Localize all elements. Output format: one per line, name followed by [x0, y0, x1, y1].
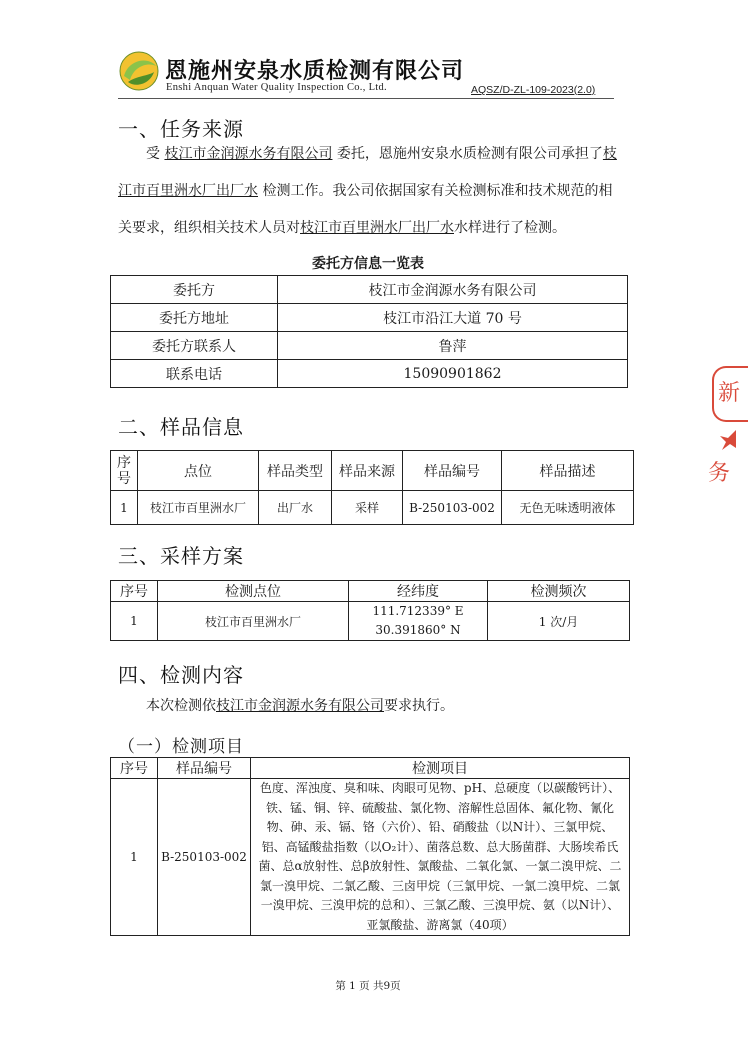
- seal-stamp-fragment: 新: [712, 366, 748, 422]
- table-row: 联系电话 15090901862: [111, 360, 628, 388]
- company-name-cn: 恩施州安泉水质检测有限公司: [165, 58, 465, 84]
- section-1-paragraph: 受 枝江市金润源水务有限公司 委托，恩施州安泉水质检测有限公司承担了枝江市百里洲水厂出厂水 检测工作。我公司依据国家有关检测标准和技术规范的相关要求，组织相关技术人员对枝江市百里洲水厂出厂水水样进行了检测。: [118, 146, 617, 236]
- table-header-row: 序号 检测点位 经纬度 检测频次: [111, 581, 630, 602]
- test-items-table: [110, 757, 630, 936]
- subsection-title: （一）检测项目: [118, 737, 244, 757]
- section-2-title: 二、样品信息: [118, 415, 244, 439]
- client-table-caption: 委托方信息一览表: [312, 256, 424, 272]
- section-4-title: 四、检测内容: [118, 663, 244, 687]
- seal-star-icon: [718, 428, 736, 452]
- client-name-link: 枝江市金润源水务有限公司: [164, 146, 333, 162]
- document-number: AQSZ/D-ZL-109-2023(2.0): [471, 84, 596, 96]
- seal-stamp-fragment: 务: [708, 461, 731, 486]
- table-row: 1 B-250103-002 色度、浑浊度、臭和味、肉眼可见物、pH、总硬度（以碳酸钙计）、铁、锰、铜、锌、硫酸盐、氯化物、溶解性总固体、氟化物、氰化物、砷、汞、镉、铬（六价）、铅、硝酸盐（以N计）、三氯甲烷、铝、高锰酸盐指数（以O₂计）、菌落总数、总大肠菌群、大肠埃希氏菌、总α放射性、总β放射性、氯酸盐、二氧化氯、一氯二溴甲烷、二氯一溴甲烷、二氯乙酸、三卤甲烷（三氯甲烷、一氯二溴甲烷、二氯一溴甲烷、三溴甲烷的总和）、三氯乙酸、三溴甲烷、氨（以N计）、亚氯酸盐、游离氯（40项）: [111, 779, 630, 936]
- page-number: 第 1 页 共9页: [335, 980, 401, 992]
- company-logo-icon: [118, 50, 160, 92]
- company-name-en: Enshi Anquan Water Quality Inspection Co., Ltd.: [166, 82, 387, 93]
- table-row: 1 枝江市百里洲水厂 111.712339° E 30.391860° N 1 次/月: [111, 602, 630, 641]
- table-row: 委托方 枝江市金润源水务有限公司: [111, 276, 628, 304]
- section-3-title: 三、采样方案: [118, 544, 244, 568]
- sampling-plan-table: [110, 580, 630, 641]
- section-4-paragraph: 本次检测依枝江市金润源水务有限公司要求执行。: [146, 698, 454, 714]
- table-header-row: 序号 点位 样品类型 样品来源 样品编号 样品描述: [111, 451, 634, 491]
- table-row: 1 枝江市百里洲水厂 出厂水 采样 B-250103-002 无色无味透明液体: [111, 491, 634, 525]
- sample-info-table: [110, 450, 634, 525]
- header-divider: [118, 98, 614, 99]
- table-row: 委托方地址 枝江市沿江大道 70 号: [111, 304, 628, 332]
- table-row: 委托方联系人 鲁萍: [111, 332, 628, 360]
- section-1-title: 一、任务来源: [118, 117, 244, 141]
- table-header-row: 序号 样品编号 检测项目: [111, 758, 630, 779]
- client-info-table: [110, 275, 628, 388]
